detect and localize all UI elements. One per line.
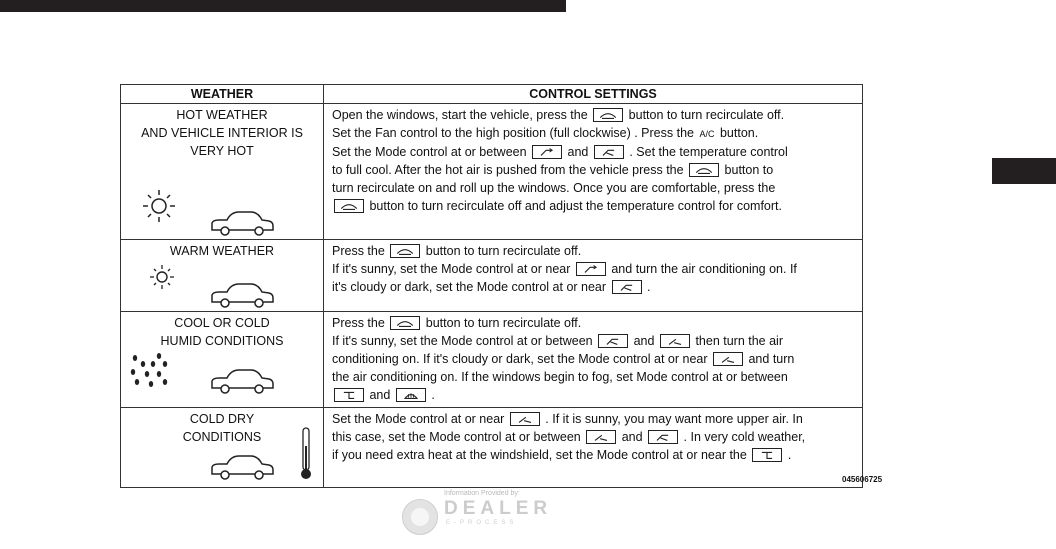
sun-icon (147, 262, 177, 292)
settings-text: then turn the air (695, 334, 783, 348)
header-control-settings: CONTROL SETTINGS (324, 85, 863, 104)
floor-mode-icon (660, 334, 690, 348)
settings-cell (324, 240, 863, 312)
weather-cell (121, 408, 324, 488)
recirculate-button-icon (593, 108, 623, 122)
settings-text: and turn (748, 352, 795, 366)
car-icon (207, 280, 277, 308)
settings-text: if you need extra heat at the windshield, set the Mode control at or near the (332, 448, 747, 462)
panel-mode-icon (576, 262, 606, 276)
settings-text: button to (724, 163, 774, 177)
weather-cell (121, 240, 324, 312)
table-row (121, 312, 863, 408)
raindrops-icon (129, 350, 175, 396)
weather-label: CONDITIONS (182, 430, 262, 444)
settings-text: and (621, 430, 643, 444)
bilevel-mode-icon (598, 334, 628, 348)
settings-text: button to turn recirculate off. (628, 108, 785, 122)
weather-label: WARM WEATHER (169, 244, 275, 258)
car-icon (207, 208, 277, 236)
settings-text: Press the (332, 244, 385, 258)
bilevel-mode-icon (612, 280, 642, 294)
dealer-watermark (402, 490, 572, 536)
watermark-globe-icon (402, 499, 438, 535)
floor-mode-icon (586, 430, 616, 444)
settings-text: button to turn recirculate off. (425, 244, 582, 258)
watermark-sub: E-PROCESS (446, 520, 518, 526)
settings-text: . In very cold weather, (683, 430, 806, 444)
recirculate-button-icon (334, 199, 364, 213)
ac-label: A/C (699, 129, 715, 139)
table-row (121, 240, 863, 312)
watermark-provided-text: Information Provided by: (444, 490, 520, 497)
settings-text: this case, set the Mode control at or between (332, 430, 581, 444)
weather-label: HUMID CONDITIONS (160, 334, 284, 348)
settings-text: button to turn recirculate off. (425, 316, 582, 330)
settings-text: . (647, 280, 651, 294)
settings-text: If it's sunny, set the Mode control at or between (332, 334, 593, 348)
top-black-bar (0, 0, 566, 12)
car-icon (207, 366, 277, 394)
settings-text: button. (719, 126, 759, 140)
settings-text: and (567, 145, 589, 159)
table-header-row (121, 85, 863, 104)
header-weather: WEATHER (121, 85, 324, 104)
settings-text: to full cool. After the hot air is pushed from the vehicle press the (332, 163, 684, 177)
settings-text: Set the Mode control at or near (332, 412, 505, 426)
settings-text: Set the Fan control to the high position (full clockwise) . Press the (332, 126, 694, 140)
settings-text: . Set the temperature control (629, 145, 788, 159)
settings-text: and (633, 334, 655, 348)
settings-text: . (431, 388, 435, 402)
settings-text: turn recirculate on and roll up the windows. Once you are comfortable, press the (332, 181, 776, 195)
floor-mode-icon (510, 412, 540, 426)
table-row (121, 104, 863, 240)
watermark-brand: DEALER (444, 498, 553, 519)
car-icon (207, 452, 277, 480)
weather-cell (121, 104, 324, 240)
bilevel-mode-icon (648, 430, 678, 444)
table-row (121, 408, 863, 488)
climate-control-table (120, 84, 863, 488)
recirculate-button-icon (390, 316, 420, 330)
weather-cell (121, 312, 324, 408)
panel-mode-icon (532, 145, 562, 159)
settings-text: . (787, 448, 792, 462)
settings-text: . If it is sunny, you may want more upper air. In (545, 412, 803, 426)
sun-icon (139, 186, 179, 226)
section-tab (992, 158, 1056, 184)
mix-mode-icon (752, 448, 782, 462)
settings-text: and (369, 388, 391, 402)
thermometer-icon (299, 426, 313, 482)
settings-text: Set the Mode control at or between (332, 145, 527, 159)
weather-label: COLD DRY (189, 412, 255, 426)
settings-cell (324, 408, 863, 488)
defrost-mode-icon (396, 388, 426, 402)
settings-text: button to turn recirculate off and adjust the temperature control for comfort. (369, 199, 782, 213)
weather-label: HOT WEATHER (176, 108, 268, 122)
bilevel-mode-icon (594, 145, 624, 159)
mix-mode-icon (334, 388, 364, 402)
settings-text: conditioning on. If it's cloudy or dark, set the Mode control at or near (332, 352, 708, 366)
settings-text: Open the windows, start the vehicle, press the (332, 108, 588, 122)
weather-label: VERY HOT (190, 144, 254, 158)
figure-id: 045606725 (842, 475, 883, 484)
settings-cell (324, 104, 863, 240)
settings-text: and turn the air conditioning on. If (611, 262, 797, 276)
settings-text: Press the (332, 316, 385, 330)
recirculate-button-icon (390, 244, 420, 258)
settings-cell (324, 312, 863, 408)
settings-text: If it's sunny, set the Mode control at or near (332, 262, 571, 276)
recirculate-button-icon (689, 163, 719, 177)
settings-text: the air conditioning on. If the windows begin to fog, set Mode control at or between (332, 370, 788, 384)
floor-mode-icon (713, 352, 743, 366)
weather-label: AND VEHICLE INTERIOR IS (141, 126, 303, 140)
settings-text: it's cloudy or dark, set the Mode control at or near (332, 280, 607, 294)
weather-label: COOL OR COLD (174, 316, 270, 330)
